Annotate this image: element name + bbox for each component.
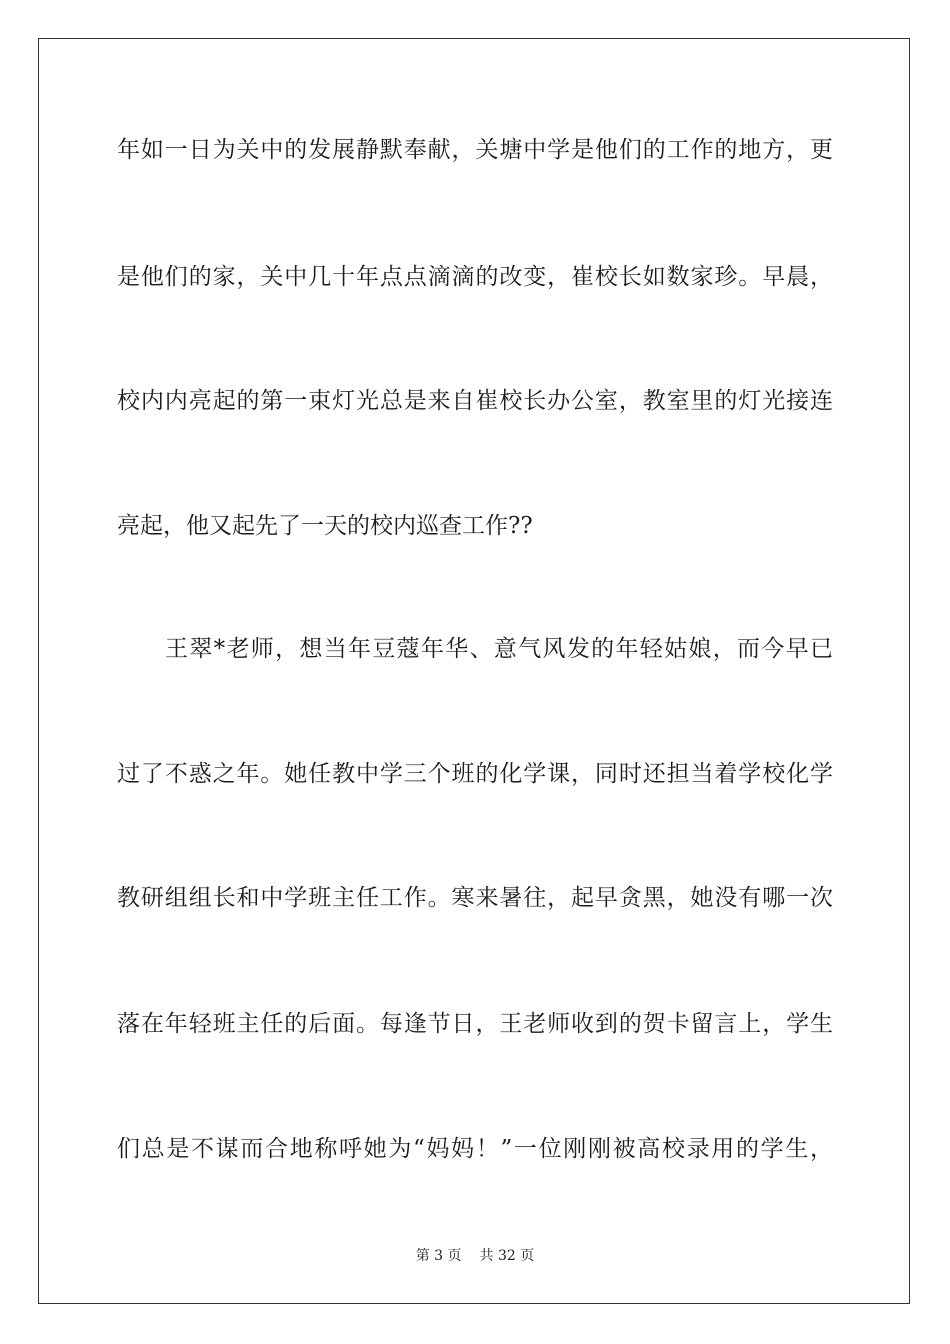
text-line-5: 王翠*老师，想当年豆蔻年华、意气风发的年轻姑娘，而今早已 bbox=[165, 636, 833, 662]
text-line-2: 是他们的家，关中几十年点点滴滴的改变，崔校长如数家珍。早晨， bbox=[117, 264, 833, 290]
text-line-6: 过了不惑之年。她任教中学三个班的化学课，同时还担当着学校化学 bbox=[117, 761, 833, 787]
page-border bbox=[38, 38, 910, 1304]
text-line-8: 落在年轻班主任的后面。每逢节日，王老师收到的贺卡留言上，学生 bbox=[117, 1011, 833, 1037]
page-footer bbox=[0, 1247, 950, 1265]
page-total: 共 32 页 bbox=[479, 1248, 535, 1264]
text-line-9: 们总是不谋而合地称呼她为“妈妈！”一位刚刚被高校录用的学生， bbox=[117, 1136, 833, 1162]
text-line-3: 校内内亮起的第一束灯光总是来自崔校长办公室，教室里的灯光接连 bbox=[117, 388, 833, 414]
page-number: 第 3 页 bbox=[415, 1248, 462, 1264]
text-line-7: 教研组组长和中学班主任工作。寒来暑往，起早贪黑，她没有哪一次 bbox=[117, 885, 833, 911]
text-line-1: 年如一日为关中的发展静默奉献，关塘中学是他们的工作的地方，更 bbox=[117, 137, 833, 163]
text-line-4: 亮起，他又起先了一天的校内巡查工作?? bbox=[117, 513, 533, 539]
